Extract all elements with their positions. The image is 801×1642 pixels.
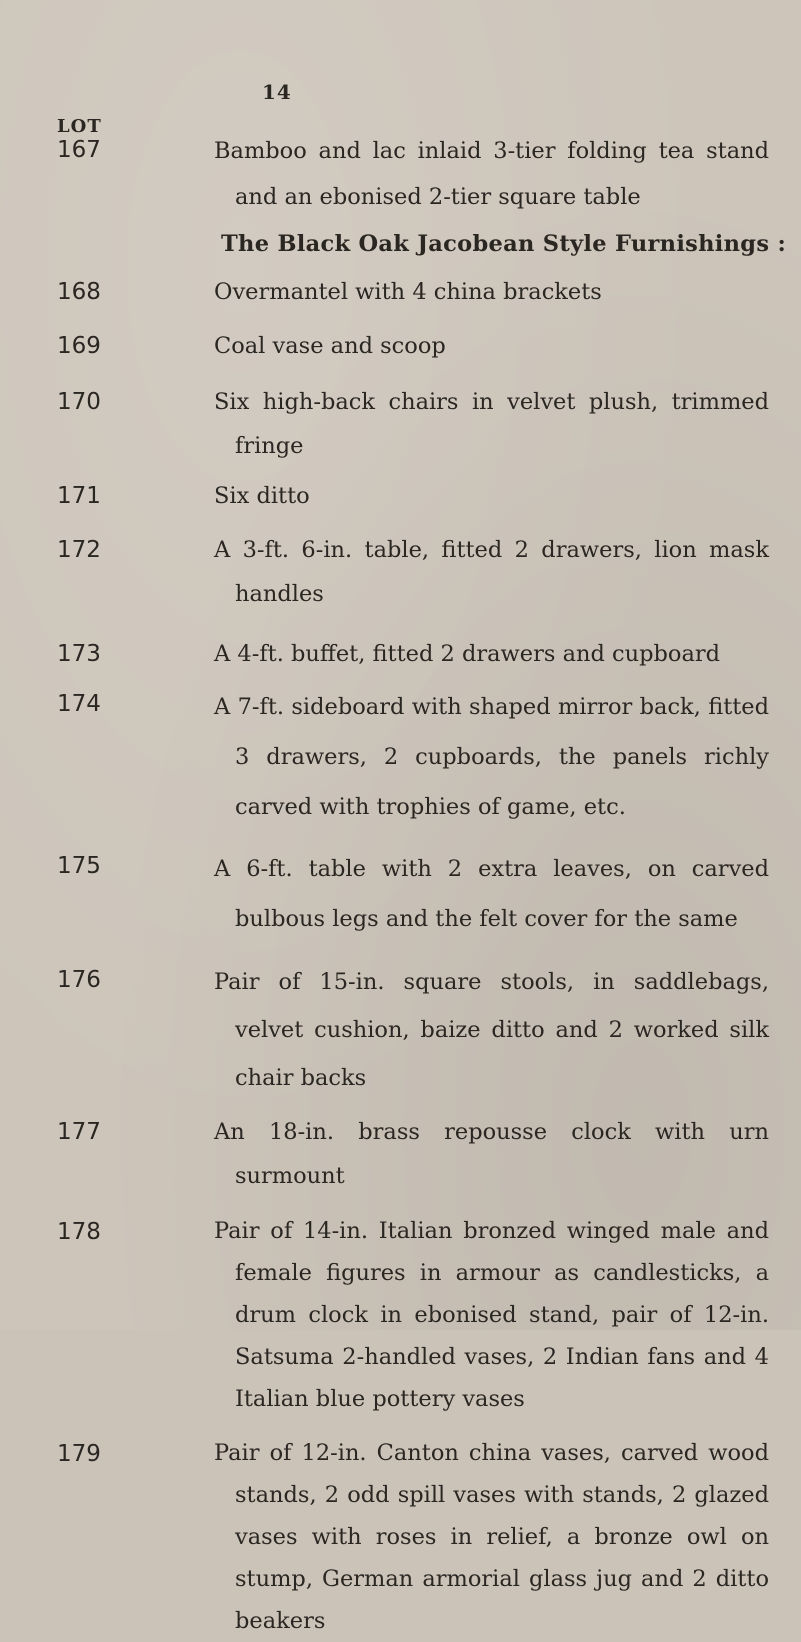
lot-description: Pair of 12-in. Canton china vases, carved wood stands, 2 odd spill vases with stands, 2 glazed vases with roses in relief, a bronze owl on stump, German armorial glass jug and 2 ditto beakers: [214, 1440, 769, 1634]
lot-number: 176: [57, 967, 101, 993]
lot-description: An 18-in. brass repousse clock with urn surmount: [214, 1119, 769, 1189]
lot-number: 171: [57, 483, 101, 509]
lot-list: [0, 128, 801, 1642]
lot-description: A 6-ft. table with 2 extra leaves, on carved bulbous legs and the felt cover for the same: [214, 856, 769, 932]
lot-entry-178: [0, 1210, 801, 1420]
lot-entry-177: [0, 1110, 801, 1198]
lot-number: 175: [57, 853, 101, 879]
lot-entry-172: [0, 528, 801, 616]
lot-entry-175: [0, 844, 801, 944]
lot-number: 167: [57, 137, 101, 163]
lot-entry-174: [0, 682, 801, 832]
lot-description: A 7-ft. sideboard with shaped mirror back, fitted 3 drawers, 2 cupboards, the panels richly carved with trophies of game, etc.: [214, 694, 769, 820]
lot-description: Overmantel with 4 china brackets: [214, 279, 602, 305]
page-number: 14: [262, 80, 292, 104]
lot-description: Pair of 15-in. square stools, in saddlebags, velvet cushion, baize ditto and 2 worked silk chair backs: [214, 969, 769, 1091]
lot-entry-176: [0, 958, 801, 1102]
lot-description: A 3-ft. 6-in. table, fitted 2 drawers, lion mask handles: [214, 537, 769, 607]
lot-number: 177: [57, 1119, 101, 1145]
lot-entry-167: [0, 128, 801, 220]
lot-entry-170: [0, 380, 801, 468]
lot-entry-173: [0, 632, 801, 676]
lot-description: Coal vase and scoop: [214, 333, 446, 359]
lot-description: Six high-back chairs in velvet plush, trimmed fringe: [214, 389, 769, 459]
lot-description: Pair of 14-in. Italian bronzed winged male and female figures in armour as candlesticks, a drum clock in ebonised stand, pair of 12-in. Satsuma 2-handled vases, 2 Indian fans and 4 Italian blue pottery vases: [214, 1218, 769, 1412]
lot-column-header: LOT: [57, 116, 102, 137]
lot-number: 172: [57, 537, 101, 563]
lot-number: 170: [57, 389, 101, 415]
lot-number: 174: [57, 691, 101, 717]
lot-number: 173: [57, 641, 101, 667]
lot-entry-171: [0, 474, 801, 518]
lot-entry-169: [0, 324, 801, 368]
lot-number: 178: [57, 1219, 101, 1245]
lot-number: 169: [57, 333, 101, 359]
section-heading: The Black Oak Jacobean Style Furnishings :: [221, 231, 787, 257]
lot-description: Bamboo and lac inlaid 3-tier folding tea stand and an ebonised 2-tier square table: [214, 138, 769, 210]
lot-entry-179: [0, 1432, 801, 1642]
lot-description: A 4-ft. buffet, fitted 2 drawers and cupboard: [214, 641, 721, 667]
lot-entry-168: [0, 270, 801, 314]
lot-number: 168: [57, 279, 101, 305]
lot-description: Six ditto: [214, 483, 310, 509]
lot-number: 179: [57, 1441, 101, 1467]
